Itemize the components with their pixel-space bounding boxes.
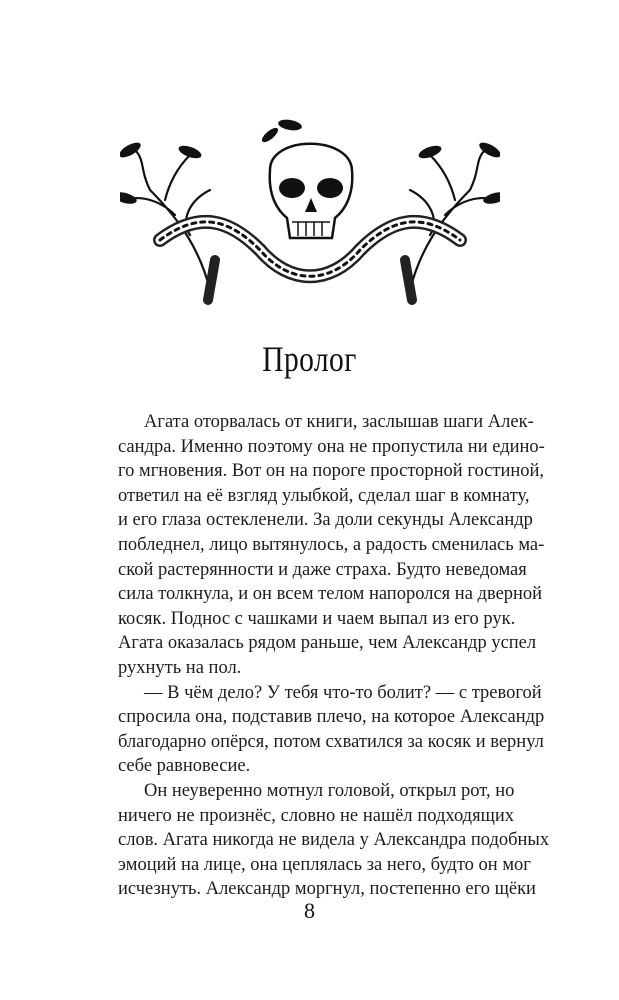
text-line: благодарно опёрся, потом схватился за косяк и вернул [118, 731, 544, 752]
text-line: Агата оторвалась от книги, заслышав шаги Алек- [144, 412, 534, 432]
text-line: сила толкнула, и он всем телом напоролся на дверной [118, 584, 543, 605]
text-line: и его глаза остекленели. За доли секунды Александр [118, 510, 533, 531]
text-line: ской растерянности и даже страха. Будто неведомая [118, 559, 527, 580]
text-line: го мгновения. Вот он на пороге просторной гостиной, [118, 461, 545, 482]
text-line: Он неуверенно мотнул головой, открыл рот, но [144, 780, 515, 801]
text-line: — В чём дело? У тебя что-то болит? — с тревогой [144, 682, 542, 703]
text-line: себе равновесие. [118, 756, 251, 777]
text-line: эмоций на лице, она цеплялась за него, будто он мог [118, 854, 531, 875]
text-line: ничего не произнёс, словно не нашёл подходящих [118, 805, 514, 826]
text-line: сандра. Именно поэтому она не пропустила ни едино- [118, 436, 545, 457]
text-line: косяк. Поднос с чашками и чаем выпал из его рук. [118, 608, 516, 629]
text-line: Агата оказалась рядом раньше, чем Александр успел [118, 633, 537, 654]
text-line: слов. Агата никогда не видела у Александра подобных [118, 830, 550, 851]
text-line: рухнуть на пол. [118, 657, 242, 678]
body-text [118, 410, 550, 902]
text-line: ответил на её взгляд улыбкой, сделал шаг в комнату, [118, 485, 530, 506]
chapter-title: Пролог [262, 339, 357, 379]
page-number: 8 [304, 898, 315, 923]
text-line: исчезнуть. Александр моргнул, постепенно его щёки [118, 879, 536, 900]
text-line: спросила она, подставив плечо, на которое Александр [118, 707, 545, 728]
skull-ornament-icon [120, 110, 500, 310]
text-line: побледнел, лицо вытянулось, а радость сменилась ма- [118, 534, 545, 555]
